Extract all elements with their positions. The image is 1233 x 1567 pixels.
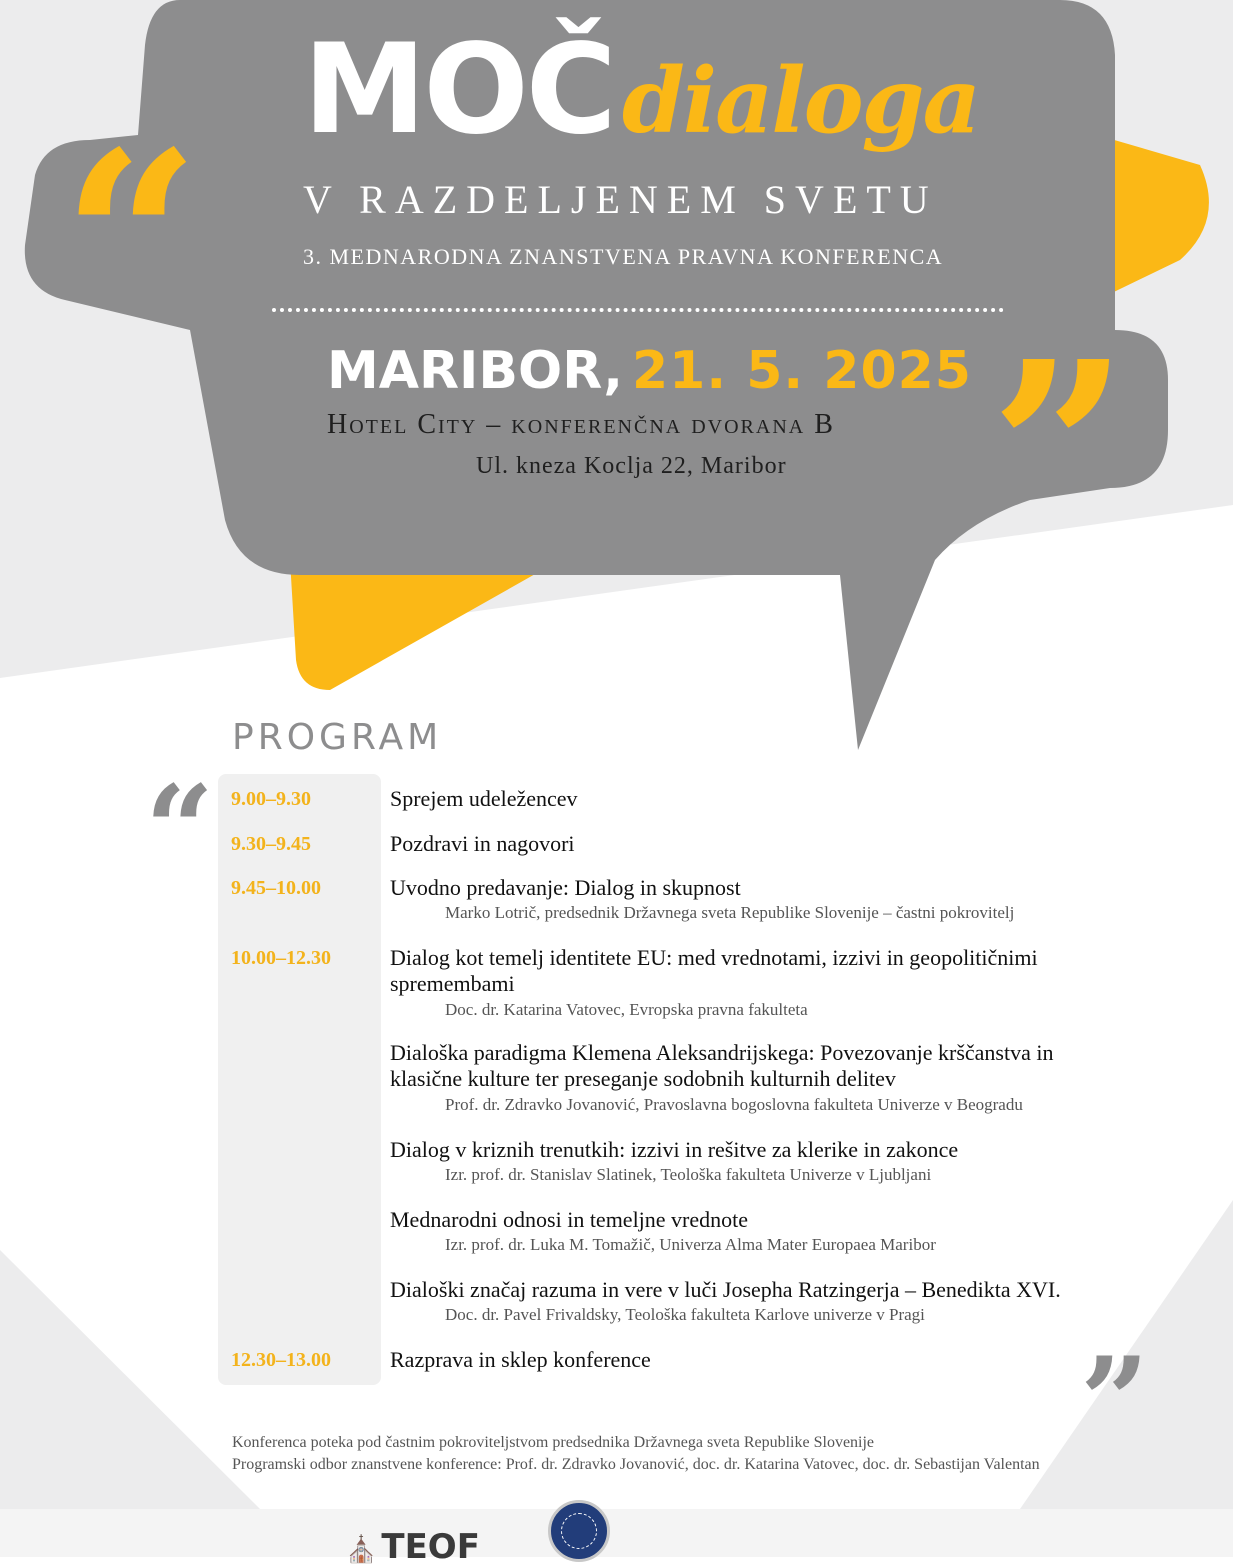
program-item-title: Pozdravi in nagovori: [390, 831, 575, 856]
event-date: 21. 5. 2025: [632, 341, 972, 401]
event-address: Ul. kneza Koclja 22, Maribor: [476, 453, 787, 479]
program-close-quote-mark: ”: [1080, 1331, 1150, 1472]
program-item-speaker: Prof. dr. Zdravko Jovanović, Pravoslavna bogoslovna fakulteta Univerze v Beogradu: [445, 1095, 1023, 1114]
opening-quote-mark: “: [62, 99, 201, 381]
church-icon: ⛪: [345, 1535, 378, 1565]
program-item-title: Dialog kot temelj identitete EU: med vrednotami, izzivi in geopolitičnimi spremembami: [390, 945, 1038, 996]
dotted-divider: [272, 308, 1004, 312]
program-item-time: 10.00–12.30: [231, 947, 331, 969]
program-item-speaker: Marko Lotrič, predsednik Državnega sveta Republike Slovenije – častni pokrovitelj: [445, 903, 1015, 922]
time-column-background: [218, 774, 381, 1385]
seal-logo: [548, 1500, 610, 1562]
closing-quote-mark: ”: [990, 309, 1129, 591]
subtitle: V RAZDELJENEM SVETU: [303, 177, 938, 222]
footer-notes: [232, 1432, 1040, 1476]
footer-patronage: Konferenca poteka pod častnim pokroviteljstvom predsednika Državnega sveta Republike Slovenije: [232, 1434, 875, 1451]
seal-ring-icon: [561, 1513, 597, 1549]
footer-committee: Programski odbor znanstvene konference: Prof. dr. Zdravko Jovanović, doc. dr. Katarina Vatovec, doc. dr. Sebastijan Valentan: [232, 1456, 1040, 1473]
program-item-speaker: Izr. prof. dr. Stanislav Slatinek, Teološka fakulteta Univerze v Ljubljani: [445, 1165, 932, 1184]
program-item-speaker: Doc. dr. Pavel Frivaldsky, Teološka fakulteta Karlove univerze v Pragi: [445, 1305, 925, 1324]
teof-logo-text: TEOF: [381, 1527, 480, 1567]
title-accent: dialoga: [622, 48, 979, 154]
event-venue: Hotel City – konferenčna dvorana B: [327, 409, 835, 440]
teof-logo: [345, 1527, 480, 1567]
program-item-time: 9.00–9.30: [231, 788, 311, 810]
footer-logo-band: [0, 1509, 1233, 1557]
program-item-title: Dialoški značaj razuma in vere v luči Josepha Ratzingerja – Benedikta XVI.: [390, 1277, 1061, 1302]
event-city: MARIBOR,: [327, 341, 623, 401]
program-item-title: Razprava in sklep konference: [390, 1347, 651, 1372]
program-item-time: 12.30–13.00: [231, 1349, 331, 1371]
program-item-speaker: Izr. prof. dr. Luka M. Tomažič, Univerza Alma Mater Europaea Maribor: [445, 1235, 936, 1254]
conference-line: 3. MEDNARODNA ZNANSTVENA PRAVNA KONFERENCA: [303, 244, 944, 269]
program-item-speaker: Doc. dr. Katarina Vatovec, Evropska pravna fakulteta: [445, 1000, 808, 1019]
program-heading: PROGRAM: [232, 717, 443, 758]
program-item-time: 9.45–10.00: [231, 877, 321, 899]
program-item-title: Uvodno predavanje: Dialog in skupnost: [390, 875, 741, 900]
program-item-title: Dialoška paradigma Klemena Aleksandrijskega: Povezovanje krščanstva in klasične kulture ter preseganje sodobnih kulturnih delitev: [390, 1040, 1054, 1091]
program-open-quote-mark: “: [145, 759, 215, 900]
program-item-time: 9.30–9.45: [231, 833, 311, 855]
title-main: MOČ: [303, 18, 614, 162]
program-item-title: Sprejem udeležencev: [390, 786, 578, 811]
program-item-title: Dialog v kriznih trenutkih: izzivi in rešitve za klerike in zakonce: [390, 1137, 959, 1162]
program-item-title: Mednarodni odnosi in temeljne vrednote: [390, 1207, 749, 1232]
